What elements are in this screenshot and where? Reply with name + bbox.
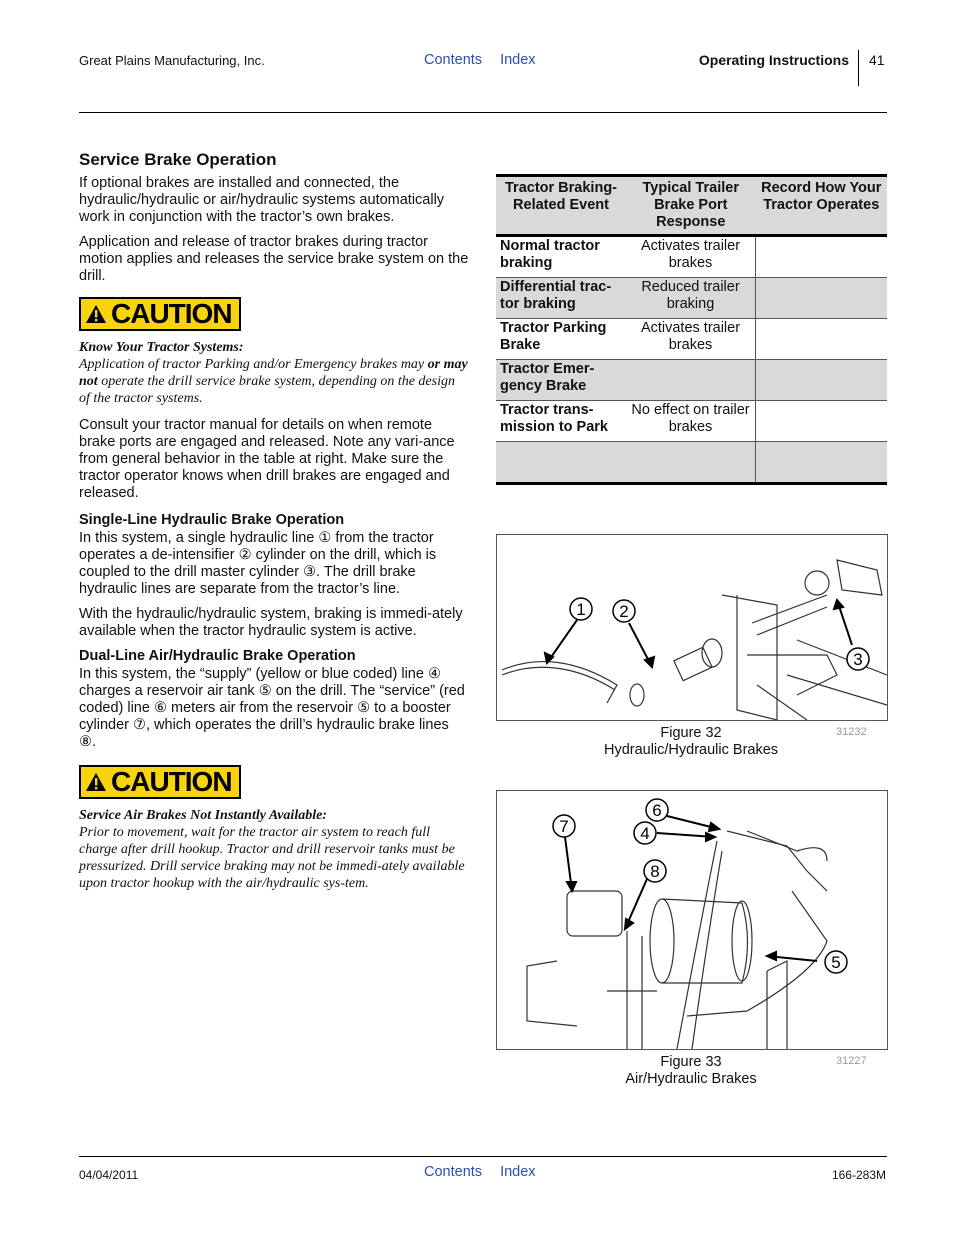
footer-date: 04/04/2011: [79, 1168, 139, 1182]
paragraph: In this system, a single hydraulic line ① from the tractor operates a de-intensifier ② cylinder on the drill, which is coupled to the drill master cylinder ③. The drill brake hydraulic lines are separate from the tractor’s line.: [79, 530, 437, 597]
warning-triangle-icon: [85, 772, 107, 792]
table-row: [496, 442, 887, 484]
table-row: Tractor Parking Brake Activates trailer brakes: [496, 319, 887, 360]
table-header: Record How Your Tractor Operates: [756, 176, 888, 236]
brake-behavior-table: [496, 174, 887, 485]
document-code: 166-283M: [831, 1168, 886, 1182]
header-nav: [424, 52, 550, 68]
page-heading: Service Brake Operation: [79, 150, 277, 169]
caution-title: Service Air Brakes Not Instantly Available:: [79, 808, 327, 823]
figure-32-drawing: [496, 534, 888, 721]
figure-33-drawing: [496, 790, 888, 1050]
table-header: Tractor Braking-Related Event: [496, 176, 626, 236]
caution-text: Know Your Tractor Systems: Application of tractor Parking and/or Emergency brakes may or may not operate the drill service brake system, depending on the design of the tractor systems.: [79, 340, 468, 406]
table-row: Tractor Emer-gency Brake: [496, 360, 887, 401]
index-link[interactable]: Index: [500, 1164, 536, 1180]
air-brake-illustration: [497, 791, 887, 1049]
callout-label: 3: [853, 650, 863, 669]
caution-label: CAUTION: [79, 765, 241, 799]
paragraph: Application and release of tractor brakes during tractor motion applies and releases the service brake system on the drill.: [79, 234, 469, 284]
caution-text: Service Air Brakes Not Instantly Available: Prior to movement, wait for the tractor air system to reach full charge after drill hookup. Tractor and drill reservoir tanks must be pressurized. Drill service braking may not be immedi-ately available upon tractor hookup with the air/hydraulic sys-tem.: [79, 808, 465, 891]
footer-rule: [79, 1156, 887, 1157]
figure-32-caption: Figure 32 Hydraulic/Hydraulic Brakes: [603, 725, 779, 758]
caution-label: CAUTION: [79, 297, 241, 331]
table-row: Normal tractor braking Activates trailer brakes: [496, 236, 887, 278]
callout-label: 6: [652, 801, 662, 820]
left-column: [79, 150, 469, 902]
callout-label: 4: [640, 824, 650, 843]
paragraph: If optional brakes are installed and connected, the hydraulic/hydraulic or air/hydraulic systems automatically work in conjunction with the tractor’s own brakes.: [79, 175, 445, 225]
figure-part-number: 31227: [836, 1055, 867, 1067]
contents-link[interactable]: Contents: [424, 1164, 483, 1180]
paragraph: With the hydraulic/hydraulic system, braking is immedi-ately available when the tractor hydraulic system is active.: [79, 606, 463, 639]
section-title: Operating Instructions: [698, 52, 849, 68]
table-header: Typical Trailer Brake Port Response: [626, 176, 756, 236]
table-row: Tractor trans-mission to Park No effect on trailer brakes: [496, 401, 887, 442]
subheading: Dual-Line Air/Hydraulic Brake Operation: [79, 648, 356, 664]
caution-title: Know Your Tractor Systems:: [79, 340, 244, 355]
paragraph: Consult your tractor manual for details on when remote brake ports are engaged and released. Note any vari-ance from general behavior in the table at right. Make sure the tractor operator knows when drill brakes are engaged and released.: [79, 417, 455, 501]
table-row: Differential trac-tor braking Reduced trailer braking: [496, 278, 887, 319]
callout-label: 2: [619, 602, 629, 621]
figure-33-caption: Figure 33 Air/Hydraulic Brakes: [625, 1054, 757, 1087]
index-link[interactable]: Index: [500, 52, 536, 68]
footer-nav: [424, 1164, 550, 1180]
figure-part-number: 31232: [836, 726, 867, 738]
callout-label: 8: [650, 862, 660, 881]
hydraulic-brake-illustration: [497, 535, 887, 720]
callout-label: 7: [559, 817, 569, 836]
contents-link[interactable]: Contents: [424, 52, 483, 68]
callout-label: 5: [831, 953, 841, 972]
company-name: Great Plains Manufacturing, Inc.: [79, 53, 265, 68]
warning-triangle-icon: [85, 304, 107, 324]
subheading: Single-Line Hydraulic Brake Operation: [79, 512, 345, 528]
callout-arrows: [565, 816, 817, 961]
header-divider: [858, 50, 859, 86]
paragraph: In this system, the “supply” (yellow or blue coded) line ④ charges a reservoir air tank ⑤ on the drill. The “service” (red coded) line ⑥ meters air from the reservoir ⑤ to a booster cylinder ⑦, which operates the drill’s hydraulic brake lines ⑧.: [79, 666, 465, 750]
header-rule: [79, 112, 887, 113]
page-number: 41: [869, 52, 885, 68]
callout-label: 1: [576, 600, 586, 619]
